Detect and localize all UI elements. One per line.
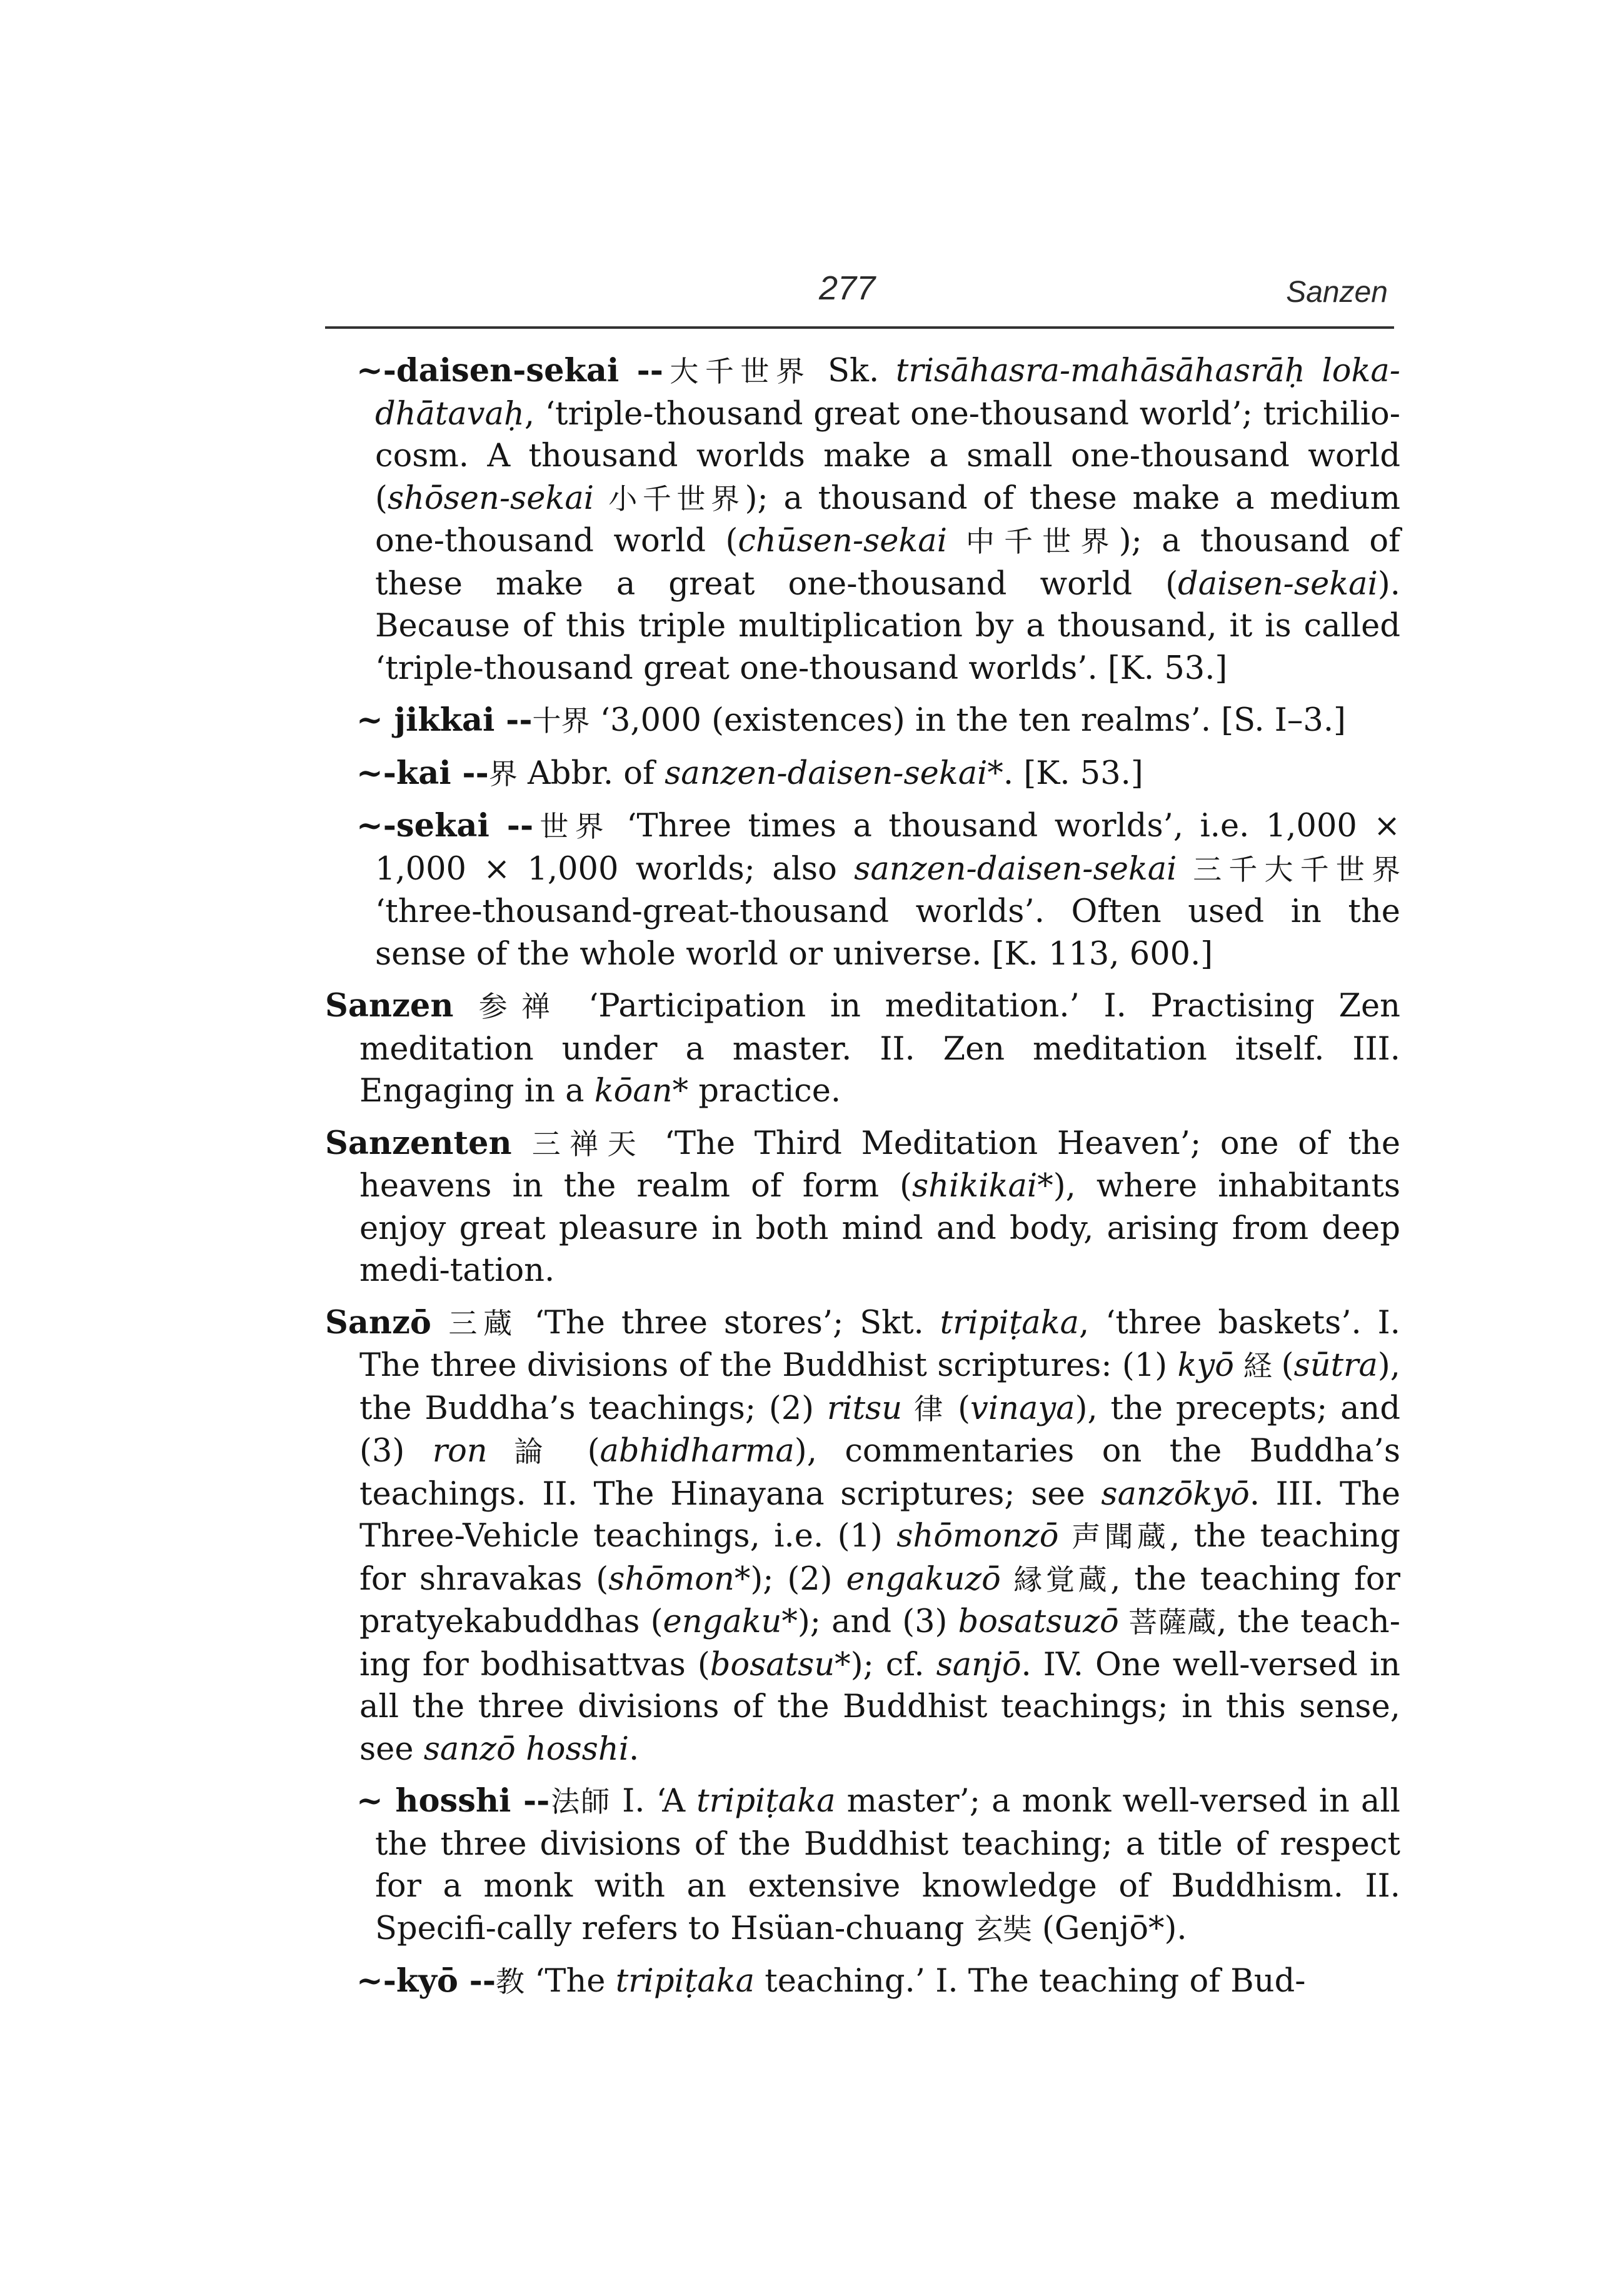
headword-separator: -- [489, 807, 534, 845]
entry-text: , the teaching for pratyekabuddhas ( [359, 1560, 1400, 1640]
entry-headword: kyō [396, 1962, 458, 2000]
italic-term: sūtra [1293, 1347, 1378, 1384]
headword-kanji: 十界 [532, 704, 590, 738]
headword-separator [431, 1304, 448, 1341]
entry-text: . IV. One well-versed in all the three divisions of the Buddhist teachings; in this sense, see [359, 1646, 1401, 1768]
kanji-term: 菩薩蔵 [1118, 1605, 1217, 1639]
headword-separator: -- [619, 352, 663, 389]
entry-text: , ‘three baskets’. I. The three divisions of the Buddhist scriptures: (1) [359, 1304, 1400, 1384]
dictionary-entry [338, 1780, 1400, 1950]
entry-text: ); cf. [850, 1646, 936, 1683]
italic-term: sanzōkyō [1101, 1475, 1250, 1513]
entry-text: practice. [688, 1073, 841, 1110]
repeat-mark: ~- [356, 807, 396, 845]
entry-text: ); and (3) [797, 1603, 958, 1640]
kanji-term: 経 [1233, 1349, 1282, 1383]
entry-text: ), where inhabitants enjoy great pleasure in both mind and body, arising from deep medi-tation. [359, 1168, 1400, 1289]
entry-text: . III. The Three-Vehicle teachings, i.e. (1) [359, 1475, 1400, 1555]
entry-text: I. ‘A [611, 1783, 697, 1820]
repeat-mark: ~- [356, 1962, 396, 2000]
italic-term: engakuzō [846, 1560, 1001, 1598]
running-head: Sanzen [1286, 276, 1388, 309]
dictionary-entry [325, 1302, 1400, 1771]
entry-text: ‘The three stores’; Skt. [518, 1304, 940, 1341]
headword-separator: -- [458, 1962, 496, 2000]
italic-term: engaku* [663, 1603, 798, 1640]
entry-text: ), the precepts; and (3) [359, 1390, 1400, 1470]
kanji-term: 縁覚蔵 [1000, 1562, 1111, 1597]
headword-kanji: 三蔵 [448, 1306, 518, 1340]
kanji-term: 三千大千世界 [1177, 852, 1400, 886]
entry-text: ( [587, 1433, 600, 1470]
headword-kanji: 世界 [533, 810, 610, 843]
kanji-term: 律 [902, 1391, 958, 1426]
dictionary-entry [338, 350, 1400, 689]
entry-text: ), commentaries on the Buddha’s teachings. II. The Hinayana scriptures; see [359, 1433, 1401, 1513]
page-header [325, 269, 1388, 319]
entry-text: ( [958, 1390, 971, 1427]
italic-term: tripiṭaka [696, 1783, 836, 1820]
entry-text: ( [1281, 1347, 1294, 1384]
page-number: 277 [819, 269, 876, 307]
dictionary-entries [325, 350, 1400, 2013]
italic-term: bosatsuzō [958, 1603, 1119, 1640]
italic-term: tripiṭaka [615, 1963, 755, 2000]
repeat-mark: ~ [356, 1782, 396, 1820]
entry-text: ); a thousand of these make a great one-thousand world ( [375, 523, 1400, 603]
italic-term: bosatsu* [710, 1646, 851, 1683]
headword-kanji: 三禅天 [531, 1126, 646, 1161]
headword-kanji: 法師 [550, 1785, 611, 1818]
entry-text: master’; a monk well-versed in all the three divisions of the Buddhist teaching; a title of respect for a monk with an extensive knowledge of Buddhism. II. Specifi-cally refers to Hsüan-chuang [375, 1783, 1400, 1947]
repeat-mark: ~ [356, 701, 394, 739]
italic-term: kōan* [594, 1073, 689, 1110]
italic-term: abhidharma [600, 1433, 795, 1470]
italic-term: vinaya [970, 1390, 1075, 1427]
entry-text: . [629, 1730, 640, 1768]
entry-headword: Sanzen [325, 987, 454, 1025]
italic-term: ron [432, 1433, 488, 1470]
headword-kanji: 参禅 [478, 990, 565, 1023]
headword-separator [453, 987, 478, 1025]
entry-text: (Genjō*). [1031, 1910, 1187, 1947]
entry-headword: daisen-sekai [396, 352, 620, 389]
entry-text: , the teaching for shravakas ( [359, 1518, 1400, 1598]
dictionary-entry [338, 1960, 1400, 2003]
entry-text: ‘The [524, 1963, 616, 2000]
entry-text: ‘The Third Meditation Heaven’; one of the heavens in the realm of form ( [359, 1125, 1401, 1205]
italic-term: tripiṭaka [940, 1304, 1080, 1341]
headword-separator: -- [494, 701, 533, 739]
kanji-term: 声聞蔵 [1058, 1520, 1170, 1553]
italic-term: shōmon* [608, 1560, 751, 1598]
kanji-term: 中千世界 [947, 524, 1119, 558]
entry-text: Abbr. of [517, 754, 665, 792]
dictionary-entry [338, 699, 1400, 743]
dictionary-entry [325, 1123, 1400, 1292]
entry-headword: hosshi [395, 1782, 511, 1820]
dictionary-entry [338, 805, 1400, 975]
headword-kanji: 大千世界 [663, 354, 811, 388]
entry-text: , the teach-ing for bodhisattvas ( [359, 1603, 1400, 1683]
entry-headword: Sanzō [325, 1303, 431, 1341]
entry-text: ); (2) [750, 1560, 846, 1598]
italic-term: ritsu [826, 1390, 903, 1427]
italic-term: chūsen-sekai [738, 523, 948, 559]
kanji-term: 小千世界 [594, 481, 745, 516]
italic-term: shōsen-sekai [387, 479, 595, 517]
headword-separator: -- [511, 1782, 550, 1820]
italic-term: sanzen-daisen-sekai [854, 850, 1177, 888]
italic-term: shōmonzō [896, 1518, 1059, 1555]
repeat-mark: ~- [356, 352, 396, 389]
headword-separator [512, 1125, 532, 1162]
repeat-mark: ~- [356, 754, 396, 792]
entry-headword: sekai [396, 807, 489, 845]
italic-term: daisen-sekai [1178, 565, 1378, 603]
headword-kanji: 教 [496, 1965, 524, 1998]
entry-headword: Sanzenten [325, 1124, 512, 1162]
kanji-term: 玄奘 [974, 1912, 1032, 1946]
entry-text: ‘3,000 (existences) in the ten realms’. [S. I–3.] [590, 702, 1346, 739]
entry-text: ); a thousand of these make a medium one-thousand world ( [375, 479, 1400, 559]
entry-text: ‘Participation in meditation.’ I. Practising Zen meditation under a master. II. Zen meditation itself. III. Engaging in a [359, 988, 1400, 1110]
italic-term: kyō [1177, 1347, 1234, 1384]
italic-term: trisāhasra-mahāsāhasrāḥ loka-dhātavaḥ [375, 353, 1400, 433]
entry-text: . [K. 53.] [1003, 754, 1143, 792]
entry-text: ‘three-thousand-great-thousand worlds’. Often used in the sense of the whole world or universe. [K. 113, 600.] [375, 893, 1400, 973]
kanji-term: 論 [487, 1435, 588, 1468]
dictionary-entry [338, 753, 1400, 796]
italic-term: sanzō hosshi [423, 1730, 630, 1768]
header-rule [325, 326, 1394, 329]
headword-kanji: 界 [488, 756, 518, 791]
entry-text: Sk. [811, 353, 896, 389]
italic-term: sanzen-daisen-sekai* [665, 754, 1003, 792]
entry-text: ‘Three times a thousand worlds’, i.e. 1,000 × 1,000 × 1,000 worlds; also [375, 808, 1401, 888]
dictionary-entry [325, 985, 1400, 1113]
italic-term: sanjō [936, 1646, 1021, 1683]
italic-term: shikikai* [912, 1168, 1053, 1205]
entry-text: teaching.’ I. The teaching of Bud- [755, 1963, 1306, 2000]
entry-headword: kai [396, 754, 451, 792]
entry-text: , ‘triple-thousand great one-thousand world’; trichilio-cosm. A thousand worlds make a small one-thousand world ( [375, 395, 1400, 517]
entry-text: ), the Buddha’s teachings; (2) [359, 1347, 1400, 1427]
entry-headword: jikkai [394, 701, 495, 739]
headword-separator: -- [451, 754, 489, 792]
entry-text: ). Because of this triple multiplication by a thousand, it is called ‘triple-thousand great one-thousand worlds’. [K. 53.] [375, 565, 1400, 687]
